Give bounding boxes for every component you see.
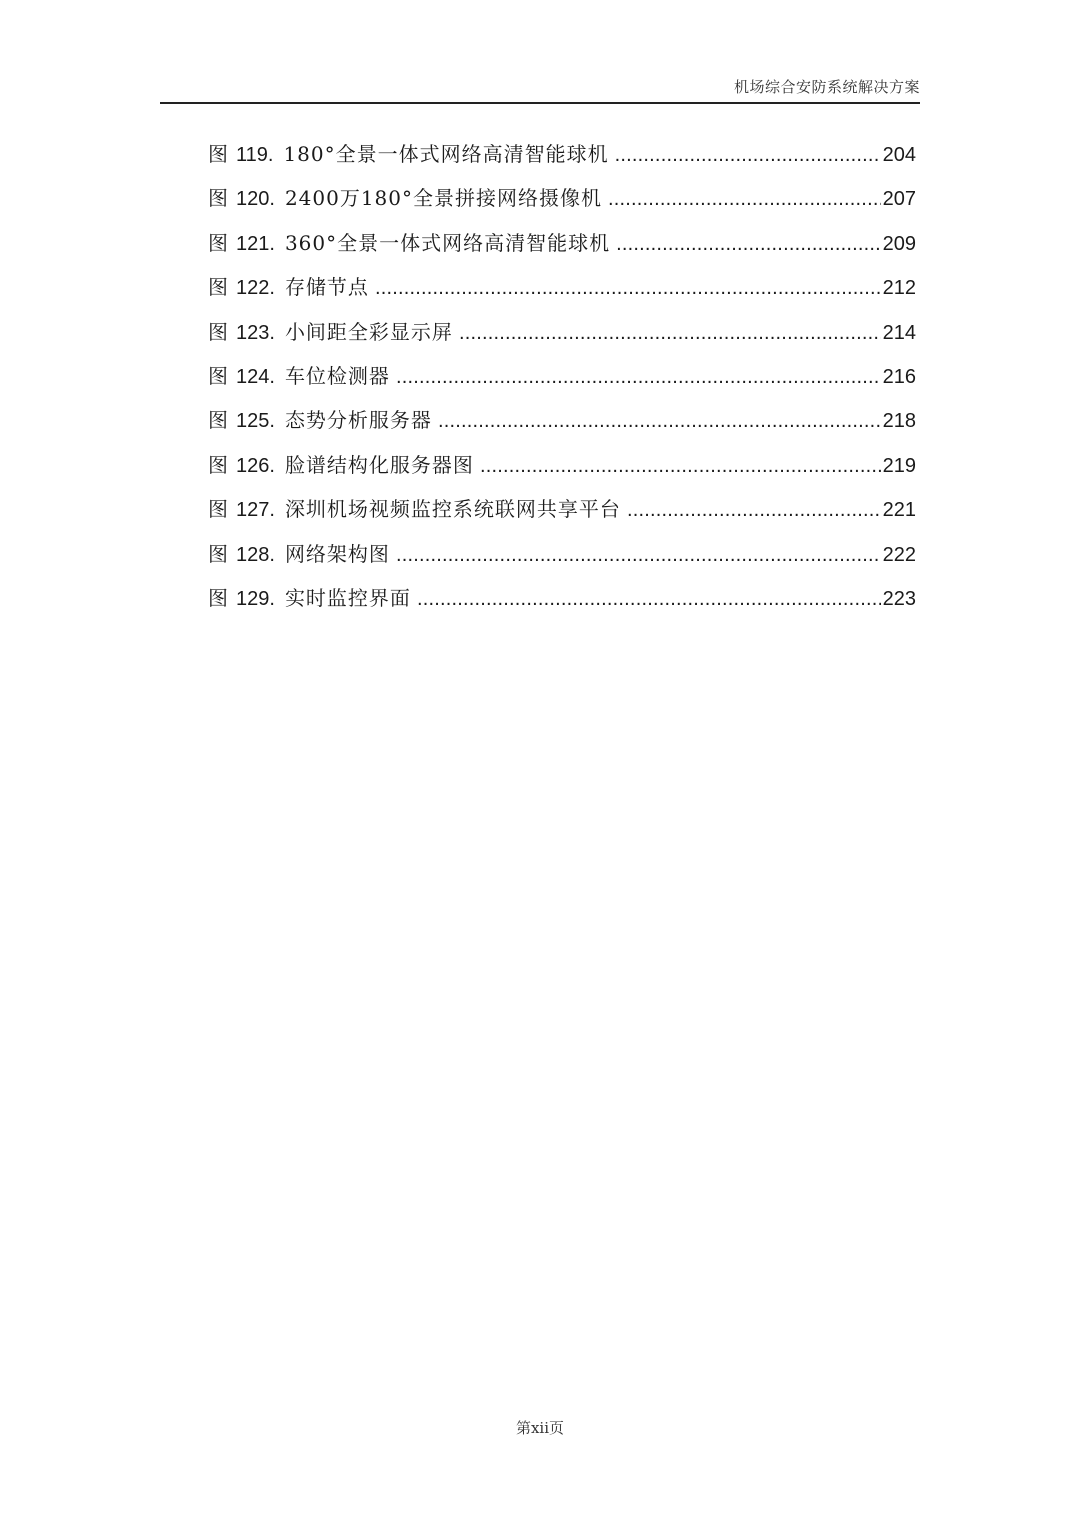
figure-title: 态势分析服务器 xyxy=(284,408,432,433)
list-item[interactable] xyxy=(208,443,916,487)
figure-title: 脸谱结构化服务器图 xyxy=(284,452,474,477)
figure-label: 图 xyxy=(208,541,228,566)
figure-title: 深圳机场视频监控系统联网共享平台 xyxy=(284,497,621,522)
figure-number: 119. xyxy=(236,144,274,166)
figure-title: 2400万180°全景拼接网络摄像机 xyxy=(284,186,603,211)
page-number: 207 xyxy=(882,188,916,211)
figure-number: 127. xyxy=(236,499,275,522)
figure-title: 180°全景一体式网络高清智能球机 xyxy=(283,142,609,166)
dot-leader xyxy=(480,444,881,488)
page-number: 222 xyxy=(882,543,916,566)
figure-label: 图 xyxy=(208,319,228,344)
page-number: 209 xyxy=(882,232,916,255)
figure-number: 125. xyxy=(236,410,275,433)
figure-label: 图 xyxy=(208,585,228,610)
page-number: 216 xyxy=(882,365,916,388)
figure-label: 图 xyxy=(208,186,228,211)
list-item[interactable] xyxy=(208,576,916,620)
dot-leader xyxy=(608,177,881,221)
figure-number: 128. xyxy=(236,543,275,566)
dot-leader xyxy=(396,533,881,577)
figure-list xyxy=(208,132,916,620)
list-item[interactable] xyxy=(208,310,916,354)
figure-label: 图 xyxy=(208,142,228,166)
dot-leader xyxy=(459,311,881,355)
dot-leader xyxy=(417,577,881,621)
list-item[interactable] xyxy=(208,398,916,442)
figure-number: 120. xyxy=(236,188,275,211)
list-item[interactable] xyxy=(208,354,916,398)
dot-leader xyxy=(375,266,881,310)
figure-label: 图 xyxy=(208,275,228,300)
figure-number: 122. xyxy=(236,277,275,300)
dot-leader xyxy=(616,222,881,266)
dot-leader xyxy=(627,488,881,532)
figure-number: 129. xyxy=(236,587,275,610)
page-number: 218 xyxy=(882,410,916,433)
figure-label: 图 xyxy=(208,452,228,477)
page-number: 212 xyxy=(882,277,916,300)
figure-title: 网络架构图 xyxy=(284,541,390,566)
page-number: 204 xyxy=(882,144,916,166)
figure-number: 124. xyxy=(236,365,275,388)
page-number: 221 xyxy=(882,499,916,522)
page-number: 223 xyxy=(882,587,916,610)
figure-label: 图 xyxy=(208,230,228,255)
dot-leader xyxy=(615,133,881,177)
dot-leader xyxy=(438,399,881,443)
figure-title: 存储节点 xyxy=(284,275,369,300)
dot-leader xyxy=(396,355,881,399)
page-number-label: 第xii页 xyxy=(515,1419,565,1437)
list-item[interactable] xyxy=(208,221,916,265)
list-item[interactable] xyxy=(208,265,916,309)
document-title: 机场综合安防系统解决方案 xyxy=(733,78,920,96)
figure-number: 123. xyxy=(236,321,275,344)
figure-title: 车位检测器 xyxy=(284,363,390,388)
figure-title: 实时监控界面 xyxy=(284,585,411,610)
list-item[interactable] xyxy=(208,176,916,220)
figure-title: 360°全景一体式网络高清智能球机 xyxy=(284,230,611,255)
figure-title: 小间距全彩显示屏 xyxy=(284,319,453,344)
figure-number: 121. xyxy=(236,232,275,255)
page-number: 214 xyxy=(882,321,916,344)
figure-label: 图 xyxy=(208,408,228,433)
page-footer xyxy=(0,1417,1080,1438)
figure-label: 图 xyxy=(208,363,228,388)
page-number: 219 xyxy=(882,454,916,477)
figure-label: 图 xyxy=(208,497,228,522)
figure-number: 126. xyxy=(236,454,275,477)
page-header xyxy=(160,72,920,104)
list-item[interactable] xyxy=(208,487,916,531)
list-item[interactable] xyxy=(208,132,916,176)
list-item[interactable] xyxy=(208,532,916,576)
